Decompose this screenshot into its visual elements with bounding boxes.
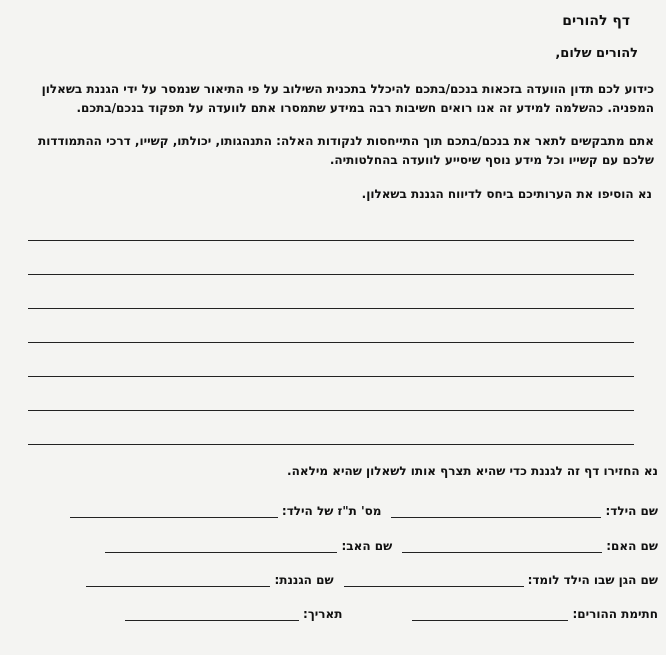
mother-name-field[interactable]: [402, 538, 602, 553]
father-name-label: שם האב:: [341, 539, 393, 553]
comment-line[interactable]: [28, 274, 634, 275]
greeting: להורים שלום,: [555, 46, 638, 61]
comment-line[interactable]: [28, 444, 634, 445]
mother-name-label: שם האם:: [606, 539, 658, 553]
comments-instruction: נא הוסיפו את הערותיכם ביחס לדיווח הגננת בשאלון.: [361, 187, 652, 201]
intro-paragraph: כידוע לכם תדון הוועדה בזכאות בנכם/בתכם להיכלל בתכנית השילוב על פי התיאור שנמסר על ידי הגננת בשאלון המפניה. כהשלמה למידע זה אנו רואים חשיבות רבה במידע שתמסרו אתם לוועדה על תפקוד בנכם/בתכם.: [41, 82, 654, 115]
comment-line[interactable]: [28, 308, 634, 309]
comment-line[interactable]: [28, 376, 634, 377]
signature-field[interactable]: [412, 606, 568, 621]
kindergarten-row: [26, 567, 658, 587]
comment-line[interactable]: [28, 410, 634, 411]
teacher-name-field[interactable]: [86, 572, 270, 587]
return-note: נא החזירו דף זה לגננת כדי שהיא תצרף אותו לשאלון שהיא מילאה.: [287, 464, 658, 478]
child-name-field[interactable]: [391, 503, 601, 518]
page-title: דף להורים: [562, 13, 630, 29]
request-paragraph: אתם מתבקשים לתאר את בנכם/בתכם תוך התייחסות לנקודות האלה: התנהגותו, יכולתו, קשייו, דרכי ההתמודדות שלכם עם קשייו וכל מידע נוסף שיסייע לוועדה בהחלטותיה.: [38, 134, 654, 167]
kindergarten-label: שם הגן שבו הילד לומד:: [527, 573, 658, 587]
signature-label: חתימת ההורים:: [572, 607, 658, 621]
kindergarten-field[interactable]: [344, 572, 524, 587]
date-label: תאריך:: [303, 607, 343, 621]
signature-row: [26, 601, 658, 621]
comment-line[interactable]: [28, 240, 634, 241]
date-field[interactable]: [125, 606, 299, 621]
father-name-field[interactable]: [105, 538, 337, 553]
child-id-label: מס' ת"ז של הילד:: [281, 504, 382, 518]
child-details-row: [26, 498, 658, 518]
child-id-field[interactable]: [70, 503, 278, 518]
parents-names-row: [26, 533, 658, 553]
comment-line[interactable]: [28, 342, 634, 343]
child-name-label: שם הילד:: [605, 504, 658, 518]
teacher-name-label: שם הגננת:: [274, 573, 334, 587]
